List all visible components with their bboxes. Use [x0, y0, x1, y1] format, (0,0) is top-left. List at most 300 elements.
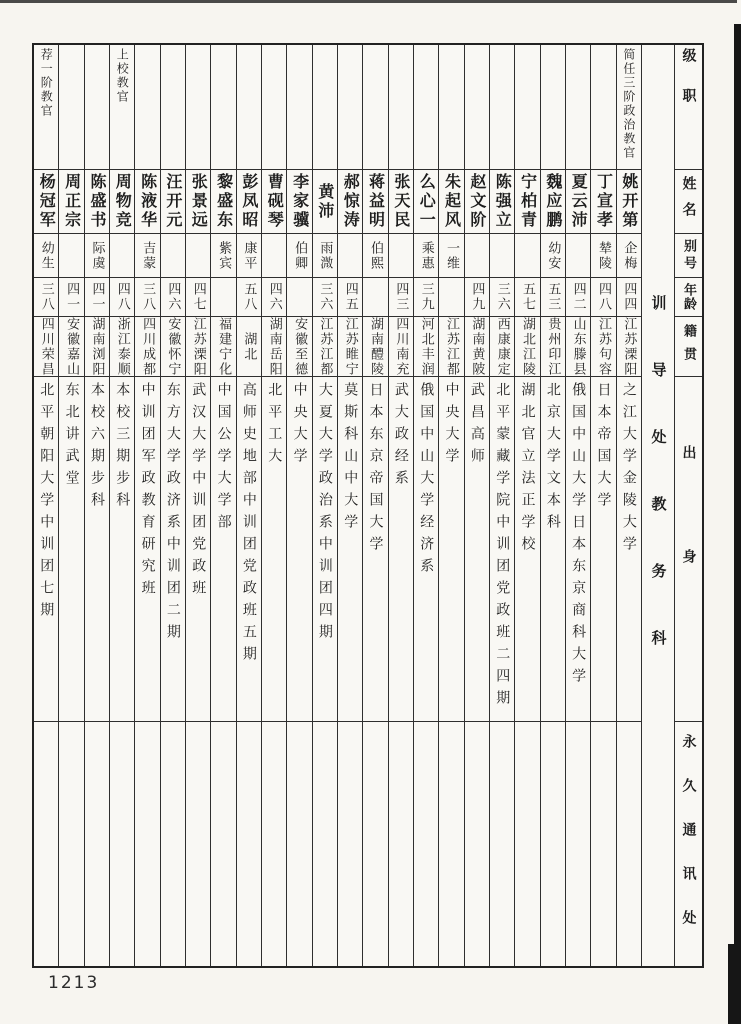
person-column: [413, 45, 438, 966]
person-name: 周物竞: [113, 173, 133, 230]
alias-cell: [465, 234, 489, 278]
person-age: 四八: [114, 282, 130, 312]
person-age: 五三: [545, 282, 561, 312]
contact-cell: [363, 722, 387, 966]
alias-cell: [211, 234, 235, 278]
person-age: 三八: [140, 282, 156, 312]
rank-cell: [59, 45, 83, 170]
person-age: 四一: [89, 282, 105, 312]
origin-cell: [135, 317, 159, 377]
contact-cell: [59, 722, 83, 966]
person-name: 黎盛东: [214, 173, 234, 230]
person-background: 莫斯科山中大学: [342, 382, 359, 536]
age-cell: [313, 278, 337, 317]
person-age: 四九: [469, 282, 485, 312]
person-name: 夏云沛: [569, 173, 589, 230]
person-name: 丁宣孝: [594, 173, 614, 230]
person-column: [540, 45, 565, 966]
origin-cell: [515, 317, 539, 377]
name-cell: [566, 170, 590, 234]
person-age: 四六: [165, 282, 181, 312]
contact-cell: [338, 722, 362, 966]
age-cell: [59, 278, 83, 317]
alias-cell: [363, 234, 387, 278]
person-name: 陈盛书: [87, 173, 107, 230]
alias-cell: [34, 234, 58, 278]
origin-cell: [490, 317, 514, 377]
rank-cell: [617, 45, 641, 170]
age-cell: [211, 278, 235, 317]
contact-cell: [34, 722, 58, 966]
person-column: [34, 45, 58, 966]
age-cell: [237, 278, 261, 317]
person-background: 之江大学金陵大学: [620, 382, 637, 558]
person-name: 张天民: [391, 173, 411, 230]
background-cell: [541, 377, 565, 722]
person-alias: 幼安: [545, 240, 561, 271]
alias-cell: [85, 234, 109, 278]
person-name: 朱起风: [442, 173, 462, 230]
age-cell: [287, 278, 311, 317]
person-alias: 伯卿: [292, 240, 308, 271]
person-column: [210, 45, 235, 966]
person-background: 本校三期步科: [114, 382, 131, 514]
person-column: [160, 45, 185, 966]
person-name: 彭凤昭: [239, 173, 259, 230]
person-column: [514, 45, 539, 966]
person-name: 么心一: [417, 173, 437, 230]
person-origin: 江苏句容: [596, 317, 611, 377]
origin-cell: [389, 317, 413, 377]
person-origin: 湖北: [241, 331, 257, 362]
header-origin-label: 籍贯: [681, 323, 696, 370]
contact-cell: [186, 722, 210, 966]
person-background: 高师史地部中训团党政班五期: [240, 382, 257, 668]
person-column: [109, 45, 134, 966]
header-cell-name: [675, 170, 702, 234]
contact-cell: [161, 722, 185, 966]
origin-cell: [237, 317, 261, 377]
person-origin: 江苏睢宁: [342, 317, 358, 377]
age-cell: [34, 278, 58, 317]
rank-cell: [161, 45, 185, 170]
name-cell: [211, 170, 235, 234]
person-name: 李家骥: [290, 173, 310, 230]
person-age: 四五: [342, 282, 358, 312]
person-background: 北京大学文本科: [544, 382, 561, 536]
rank-cell: [110, 45, 134, 170]
rank-cell: [515, 45, 539, 170]
age-cell: [161, 278, 185, 317]
background-cell: [465, 377, 489, 722]
origin-cell: [338, 317, 362, 377]
origin-cell: [34, 317, 58, 377]
header-rank-label: 级职: [680, 48, 697, 128]
alias-cell: [541, 234, 565, 278]
section-column: [641, 45, 674, 966]
person-name: 周正宗: [62, 173, 82, 230]
name-cell: [135, 170, 159, 234]
background-cell: [338, 377, 362, 722]
contact-cell: [313, 722, 337, 966]
age-cell: [566, 278, 590, 317]
personnel-table: [32, 43, 704, 968]
person-origin: 湖南浏阳: [89, 317, 105, 377]
origin-cell: [59, 317, 83, 377]
scan-edge-right: [734, 24, 741, 1024]
rank-cell: [389, 45, 413, 170]
alias-cell: [591, 234, 615, 278]
background-cell: [591, 377, 615, 722]
rank-label: 上校教官: [115, 48, 130, 104]
name-cell: [465, 170, 489, 234]
person-background: 日本东京帝国大学: [367, 382, 384, 558]
header-background-label: 出身: [680, 445, 697, 653]
person-alias: 紫宾: [216, 240, 232, 271]
origin-cell: [465, 317, 489, 377]
origin-cell: [211, 317, 235, 377]
alias-cell: [439, 234, 463, 278]
person-background: 中国公学大学部: [215, 382, 232, 536]
person-origin: 四川南充: [393, 317, 409, 377]
person-age: 四一: [64, 282, 80, 312]
origin-cell: [363, 317, 387, 377]
person-name: 陈强立: [493, 173, 513, 230]
name-cell: [237, 170, 261, 234]
age-cell: [414, 278, 438, 317]
contact-cell: [414, 722, 438, 966]
origin-cell: [313, 317, 337, 377]
person-origin: 湖南黄陂: [469, 317, 485, 377]
person-name: 宁柏青: [518, 173, 538, 230]
age-cell: [465, 278, 489, 317]
person-origin: 西康康定: [494, 317, 510, 377]
age-cell: [110, 278, 134, 317]
person-name: 魏应鹏: [543, 173, 563, 230]
age-cell: [186, 278, 210, 317]
person-origin: 福建宁化: [216, 317, 232, 377]
person-background: 中央大学: [443, 382, 460, 470]
person-age: 四二: [570, 282, 586, 312]
alias-cell: [186, 234, 210, 278]
section-label: 训导处教务科: [649, 295, 668, 697]
origin-cell: [262, 317, 286, 377]
person-name: 杨冠军: [37, 173, 57, 230]
background-cell: [186, 377, 210, 722]
background-cell: [135, 377, 159, 722]
alias-cell: [617, 234, 641, 278]
contact-cell: [389, 722, 413, 966]
person-origin: 江苏溧阳: [621, 317, 637, 377]
contact-cell: [515, 722, 539, 966]
person-name: 黄沛: [315, 182, 335, 221]
person-column: [312, 45, 337, 966]
person-name: 郝惊涛: [341, 173, 361, 230]
age-cell: [591, 278, 615, 317]
age-cell: [515, 278, 539, 317]
person-age: 五八: [241, 282, 257, 312]
age-cell: [85, 278, 109, 317]
contact-cell: [211, 722, 235, 966]
rank-cell: [338, 45, 362, 170]
contact-cell: [135, 722, 159, 966]
name-cell: [591, 170, 615, 234]
name-cell: [110, 170, 134, 234]
person-age: 四三: [393, 282, 409, 312]
person-column: [616, 45, 641, 966]
person-name: 赵文阶: [467, 173, 487, 230]
person-name: 蒋益明: [366, 173, 386, 230]
person-background: 东方大学政济系中训团二期: [164, 382, 181, 646]
rank-cell: [211, 45, 235, 170]
header-cell-background: [675, 377, 702, 722]
person-alias: 乘惠: [418, 240, 434, 271]
person-column: [84, 45, 109, 966]
person-column: [134, 45, 159, 966]
header-cell-rank: [675, 45, 702, 170]
person-age: 三六: [317, 282, 333, 312]
person-background: 俄国中山大学经济系: [418, 382, 435, 580]
person-column: [590, 45, 615, 966]
person-column: [236, 45, 261, 966]
age-cell: [541, 278, 565, 317]
person-origin: 安徽至德: [292, 317, 308, 377]
background-cell: [490, 377, 514, 722]
person-alias: 际虞: [89, 240, 105, 271]
origin-cell: [541, 317, 565, 377]
background-cell: [237, 377, 261, 722]
contact-cell: [591, 722, 615, 966]
person-name: 汪开元: [163, 173, 183, 230]
person-origin: 安徽嘉山: [64, 317, 80, 377]
origin-cell: [186, 317, 210, 377]
person-column: [362, 45, 387, 966]
age-cell: [439, 278, 463, 317]
background-cell: [414, 377, 438, 722]
name-cell: [363, 170, 387, 234]
person-alias: 康平: [241, 240, 257, 271]
person-origin: 湖南醴陵: [368, 317, 384, 377]
alias-cell: [287, 234, 311, 278]
background-cell: [262, 377, 286, 722]
origin-cell: [414, 317, 438, 377]
name-cell: [439, 170, 463, 234]
background-cell: [34, 377, 58, 722]
alias-cell: [566, 234, 590, 278]
header-contact-label: 永久通讯处: [680, 734, 697, 954]
person-background: 日本帝国大学: [595, 382, 612, 514]
person-column: [438, 45, 463, 966]
person-origin: 湖北江陵: [520, 317, 536, 377]
name-cell: [490, 170, 514, 234]
alias-cell: [515, 234, 539, 278]
person-origin: 江苏溧阳: [190, 317, 206, 377]
name-cell: [414, 170, 438, 234]
rank-cell: [566, 45, 590, 170]
person-origin: 浙江泰顺: [114, 317, 130, 377]
scan-edge-corner: [728, 944, 741, 1024]
person-background: 武汉大学中训团党政班: [190, 382, 207, 602]
background-cell: [389, 377, 413, 722]
origin-cell: [591, 317, 615, 377]
person-background: 东北讲武堂: [63, 382, 80, 492]
age-cell: [617, 278, 641, 317]
alias-cell: [490, 234, 514, 278]
person-origin: 江苏江都: [444, 317, 460, 377]
rank-cell: [287, 45, 311, 170]
person-alias: 一维: [444, 240, 460, 271]
background-cell: [313, 377, 337, 722]
origin-cell: [161, 317, 185, 377]
background-cell: [161, 377, 185, 722]
person-alias: 辇陵: [596, 240, 611, 271]
name-cell: [617, 170, 641, 234]
background-cell: [617, 377, 641, 722]
person-age: 四六: [266, 282, 282, 312]
person-column: [261, 45, 286, 966]
contact-cell: [85, 722, 109, 966]
rank-label: 简任三阶政治教官: [621, 48, 636, 160]
person-column: [464, 45, 489, 966]
age-cell: [262, 278, 286, 317]
header-cell-age: [675, 278, 702, 317]
rank-label: 荐一阶教官: [39, 48, 54, 118]
person-origin: 江苏江都: [317, 317, 333, 377]
age-cell: [338, 278, 362, 317]
rank-cell: [465, 45, 489, 170]
person-column: [58, 45, 83, 966]
person-origin: 湖南岳阳: [266, 317, 282, 377]
header-alias-label: 别号: [681, 238, 696, 273]
rank-cell: [85, 45, 109, 170]
age-cell: [389, 278, 413, 317]
rank-cell: [34, 45, 58, 170]
background-cell: [515, 377, 539, 722]
header-age-label: 年龄: [681, 283, 696, 311]
alias-cell: [313, 234, 337, 278]
contact-cell: [566, 722, 590, 966]
name-cell: [541, 170, 565, 234]
contact-cell: [490, 722, 514, 966]
contact-cell: [110, 722, 134, 966]
background-cell: [287, 377, 311, 722]
person-name: 姚开第: [619, 173, 639, 230]
origin-cell: [566, 317, 590, 377]
person-origin: 贵州印江: [545, 317, 561, 377]
contact-cell: [237, 722, 261, 966]
person-age: 四八: [596, 282, 611, 312]
background-cell: [211, 377, 235, 722]
contact-cell: [617, 722, 641, 966]
alias-cell: [237, 234, 261, 278]
contact-cell: [465, 722, 489, 966]
person-name: 曹砚琴: [265, 173, 285, 230]
name-cell: [59, 170, 83, 234]
contact-cell: [287, 722, 311, 966]
person-background: 湖北官立法正学校: [519, 382, 536, 558]
alias-cell: [262, 234, 286, 278]
rank-cell: [439, 45, 463, 170]
rank-cell: [541, 45, 565, 170]
age-cell: [135, 278, 159, 317]
person-alias: 幼生: [38, 240, 54, 271]
person-age: 四七: [190, 282, 206, 312]
contact-cell: [439, 722, 463, 966]
name-cell: [515, 170, 539, 234]
origin-cell: [617, 317, 641, 377]
rank-cell: [591, 45, 615, 170]
person-name: 张景远: [189, 173, 209, 230]
background-cell: [59, 377, 83, 722]
person-name: 陈液华: [138, 173, 158, 230]
person-background: 中训团军政教育研究班: [139, 382, 156, 602]
person-age: 四四: [621, 282, 637, 312]
alias-cell: [110, 234, 134, 278]
name-cell: [389, 170, 413, 234]
person-age: 三八: [38, 282, 54, 312]
person-column: [489, 45, 514, 966]
rank-cell: [186, 45, 210, 170]
rank-cell: [237, 45, 261, 170]
alias-cell: [161, 234, 185, 278]
person-background: 北平蒙藏学院中训团党政班二四期: [494, 382, 511, 712]
person-background: 武昌高师: [468, 382, 485, 470]
rank-cell: [135, 45, 159, 170]
rank-cell: [414, 45, 438, 170]
person-origin: 四川荣昌: [38, 317, 54, 377]
alias-cell: [389, 234, 413, 278]
background-cell: [566, 377, 590, 722]
person-background: 武大政经系: [392, 382, 409, 492]
person-origin: 四川成都: [140, 317, 156, 377]
alias-cell: [135, 234, 159, 278]
name-cell: [186, 170, 210, 234]
person-alias: 吉蒙: [140, 240, 156, 271]
scan-edge-top: [0, 0, 737, 3]
rank-cell: [313, 45, 337, 170]
person-age: 三六: [494, 282, 510, 312]
name-cell: [313, 170, 337, 234]
person-background: 北平工大: [266, 382, 283, 470]
person-column: [388, 45, 413, 966]
person-alias: 伯熙: [368, 240, 384, 271]
age-cell: [363, 278, 387, 317]
header-name-label: 姓名: [680, 175, 697, 228]
person-background: 本校六期步科: [88, 382, 105, 514]
name-cell: [287, 170, 311, 234]
background-cell: [439, 377, 463, 722]
background-cell: [85, 377, 109, 722]
header-column: [674, 45, 702, 966]
contact-cell: [262, 722, 286, 966]
person-column: [565, 45, 590, 966]
alias-cell: [338, 234, 362, 278]
alias-cell: [414, 234, 438, 278]
name-cell: [34, 170, 58, 234]
person-column: [337, 45, 362, 966]
person-age: 三九: [418, 282, 434, 312]
alias-cell: [59, 234, 83, 278]
person-alias: 雨溦: [317, 240, 333, 271]
age-cell: [490, 278, 514, 317]
header-cell-alias: [675, 234, 702, 278]
origin-cell: [110, 317, 134, 377]
person-age: 五七: [520, 282, 536, 312]
person-origin: 安徽怀宁: [165, 317, 181, 377]
header-cell-origin: [675, 317, 702, 377]
person-background: 大夏大学政治系中训团四期: [316, 382, 333, 646]
name-cell: [338, 170, 362, 234]
